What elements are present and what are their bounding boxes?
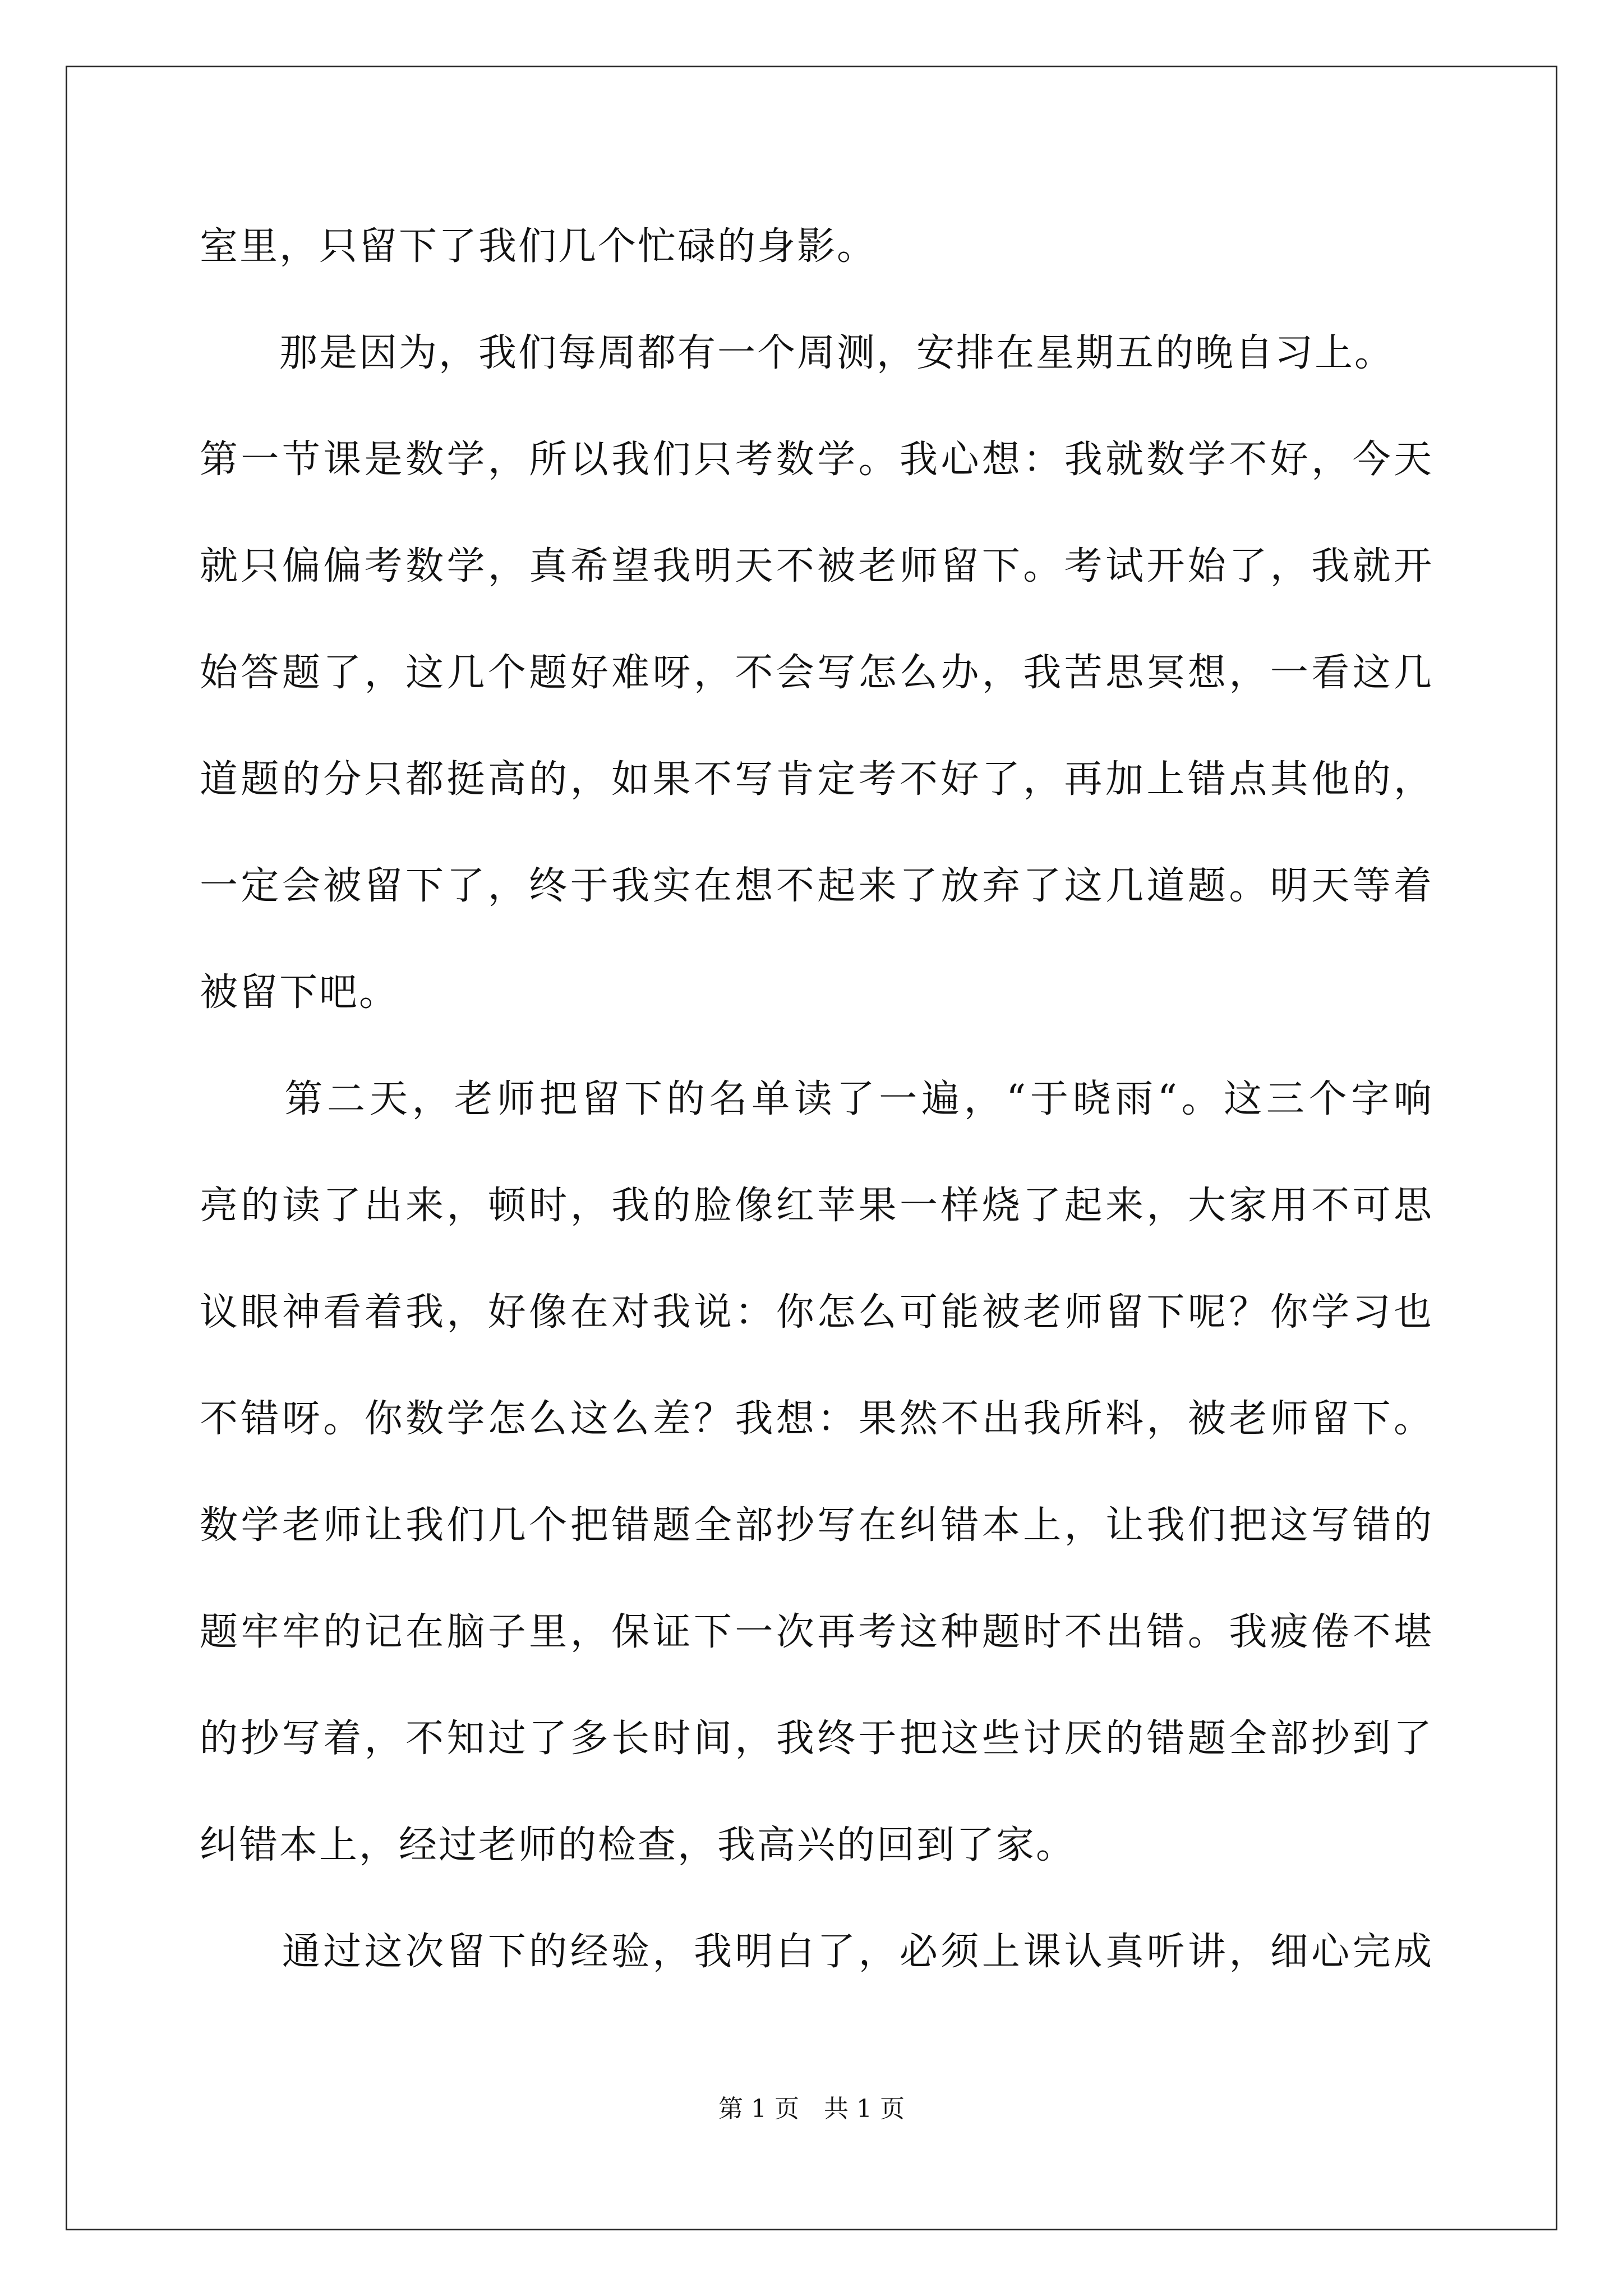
text-line-9: 第二天，老师把留下的名单读了一遍，“于晓雨“。这三个字响 — [200, 1077, 1433, 1121]
text-line-10: 亮的读了出来，顿时，我的脸像红苹果一样烧了起来，大家用不可思 — [200, 1184, 1433, 1228]
text-line-1: 室里，只留下了我们几个忙碌的身影。 — [200, 224, 877, 269]
text-line-14: 题牢牢的记在脑子里，保证下一次再考这种题时不出错。我疲倦不堪 — [200, 1610, 1433, 1654]
text-line-15: 的抄写着，不知过了多长时间，我终于把这些讨厌的错题全部抄到了 — [200, 1717, 1433, 1761]
text-line-4: 就只偏偏考数学，真希望我明天不被老师留下。考试开始了，我就开 — [200, 544, 1433, 588]
text-line-12: 不错呀。你数学怎么这么差？我想：果然不出我所料，被老师留下。 — [200, 1397, 1433, 1441]
page-border — [66, 66, 1557, 2230]
text-line-7: 一定会被留下了，终于我实在想不起来了放弃了这几道题。明天等着 — [200, 864, 1433, 908]
text-line-13: 数学老师让我们几个把错题全部抄写在纠错本上，让我们把这写错的 — [200, 1503, 1433, 1548]
text-line-2: 那是因为，我们每周都有一个周测，安排在星期五的晚自习上。 — [200, 331, 1395, 375]
text-line-16: 纠错本上，经过老师的检查，我高兴的回到了家。 — [200, 1823, 1076, 1867]
text-line-6: 道题的分只都挺高的，如果不写肯定考不好了，再加上错点其他的， — [200, 757, 1433, 802]
text-line-5: 始答题了，这几个题好难呀，不会写怎么办，我苦思冥想，一看这几 — [200, 651, 1433, 695]
text-line-11: 议眼神看着我，好像在对我说：你怎么可能被老师留下呢？你学习也 — [200, 1290, 1433, 1335]
page-number: 第 1 页 共 1 页 — [718, 2095, 905, 2123]
text-line-3: 第一节课是数学，所以我们只考数学。我心想：我就数学不好，今天 — [200, 438, 1433, 482]
text-line-8: 被留下吧。 — [200, 970, 399, 1015]
text-line-17: 通过这次留下的经验，我明白了，必须上课认真听讲，细心完成 — [200, 1930, 1433, 1974]
